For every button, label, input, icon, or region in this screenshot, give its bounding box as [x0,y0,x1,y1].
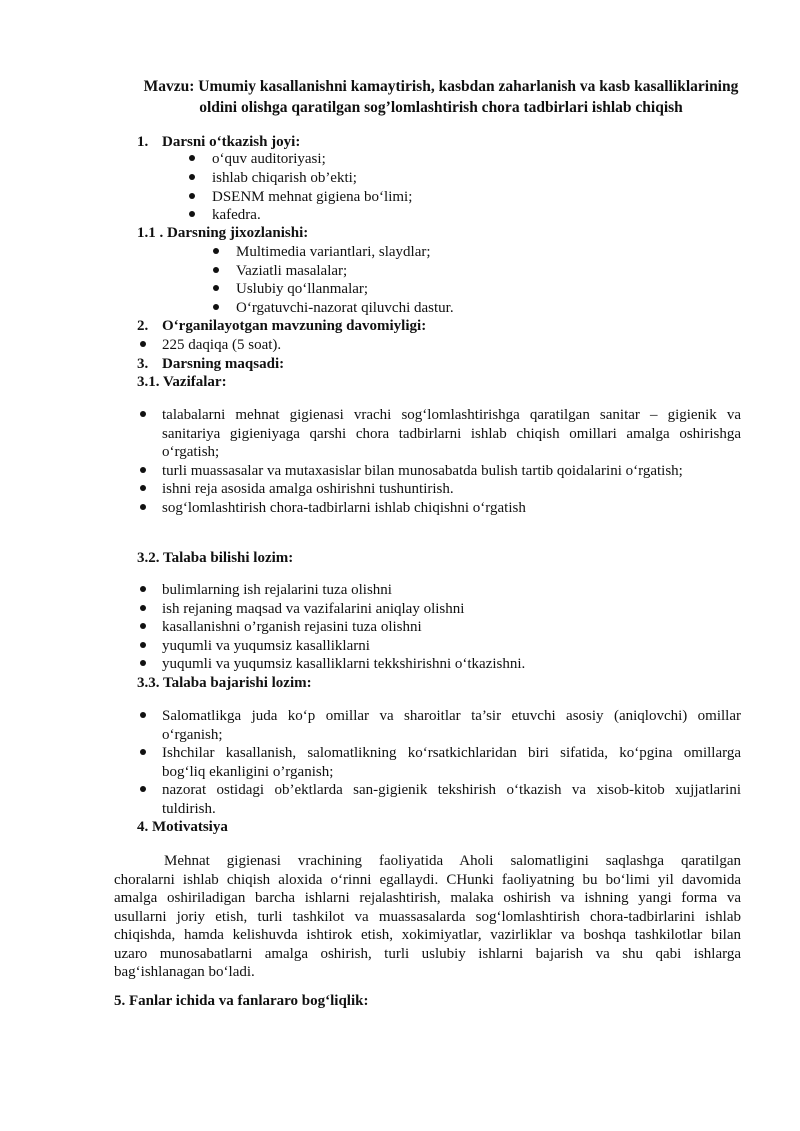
section-5-heading: 5. Fanlar ichida va fanlararo bog‘liqlik: [114,993,369,1009]
section-1-1-heading: 1.1 . Darsning jixozlanishi: [137,225,309,241]
list-item-line: o‘rgatish; [162,444,220,460]
section-4-heading: 4. Motivatsiya [137,819,228,835]
list-item: O‘rgatuvchi-nazorat qiluvchi dastur. [236,300,454,316]
list-item: turli muassasalar va mutaxasislar bilan munosabatda bulish tartib qoidalarini o‘rgatish; [162,463,683,479]
list-item: kasallanishni o’rganish rejasini tuza olishni [162,619,422,635]
document-title [96,76,786,118]
bullet-icon [189,155,195,161]
bullet-icon [213,248,219,254]
list-item-line: nazorat ostidagi ob’ektlarda san-gigienik tekshirish o‘tkazish va xisob-kitob xujjatlarini [162,782,741,798]
bullet-icon [140,623,146,629]
list-item [162,781,741,818]
section-1-number: 1. [137,134,149,150]
section-1-title: Darsni o‘tkazish joyi: [162,134,301,150]
section-2-heading [137,317,426,336]
bullet-icon [189,211,195,217]
paragraph-line: chiqishda, hamda kelishuvda ishtirok etish, xokimiyatlar, vazirliklar va boshqa tashkilotlar bilan [114,927,741,943]
list-item-line: Salomatlikga juda ko‘p omillar va sharoitlar ta’sir etuvchi asosiy (aniqlovchi) omillar [162,708,741,724]
paragraph-line: uzaro munosabatlarni amalga oshirish, turli uslubiy ishlarni bajarish va shu qabi ishlarga [114,945,741,962]
bullet-icon [140,642,146,648]
list-item-line: Ishchilar kasallanish, salomatlikning ko‘rsatkichlaridan biri sifatida, ko‘pgina omillarga [162,745,741,761]
bullet-icon [140,341,146,347]
section-3-1-heading: 3.1. Vazifalar: [137,374,227,390]
list-item: Uslubiy qo‘llanmalar; [236,281,369,297]
bullet-icon [140,485,146,491]
bullet-icon [213,267,219,273]
list-item [162,707,741,744]
bullet-icon [140,660,146,666]
list-item: sog‘lomlashtirish chora-tadbirlarni ishlab chiqishni o‘rgatish [162,500,526,516]
list-item: kafedra. [212,207,261,223]
title-line-1: Mavzu: Umumiy kasallanishni kamaytirish, kasbdan zaharlanish va kasb kasalliklarining [143,78,739,95]
bullet-icon [140,504,146,510]
bullet-icon [140,411,146,417]
list-item: Multimedia variantlari, slaydlar; [236,244,431,260]
bullet-icon [213,304,219,310]
section-1-heading [137,133,300,152]
paragraph-line: bag‘ishlanagan bo‘ladi. [114,964,255,980]
list-item: DSENM mehnat gigiena bo‘limi; [212,189,413,205]
section-2-number: 2. [137,318,149,334]
motivation-paragraph [114,852,741,982]
list-item: ish rejaning maqsad va vazifalarini aniqlay olishni [162,601,465,617]
bullet-icon [140,712,146,718]
list-item-line: bog‘liq ekanligini o’rganish; [162,763,334,780]
list-item-line: talabalarni mehnat gigienasi vrachi sog‘lomlashtirishga qaratilgan sanitar – gigienik va [162,407,741,423]
list-item [162,406,741,462]
list-item-line: sanitariya gigieniyaga qarshi chora tadbirlarni ishlab chiqish omillari amalga oshirishga [162,425,741,442]
section-3-heading [137,355,284,374]
section-3-number: 3. [137,356,149,372]
list-item-line: o‘rganish; [162,726,223,743]
list-item: Vaziatli masalalar; [236,263,348,279]
list-item: ishni reja asosida amalga oshirishni tushuntirish. [162,481,454,497]
bullet-icon [213,285,219,291]
paragraph-line: usullarni joriy etish, turli tashkilot va muassasalarda sog‘lomlashtirish chora-tadbirlarini ishlab [114,908,741,925]
section-3-title: Darsning maqsadi: [162,356,285,372]
list-item: ishlab chiqarish ob’ekti; [212,170,357,186]
list-item: bulimlarning ish rejalarini tuza olishni [162,582,392,598]
bullet-icon [189,193,195,199]
bullet-icon [140,586,146,592]
title-line-2: oldini olishga qaratilgan sog’lomlashtirish chora tadbirlari ishlab chiqish [199,99,683,116]
paragraph-line: amalga oshiriladigan barcha ishlarni rejalashtirish, malaka oshirish va ishning yangi forma va [114,890,741,906]
bullet-icon [189,174,195,180]
list-item: o‘quv auditoriyasi; [212,151,326,167]
section-3-3-heading: 3.3. Talaba bajarishi lozim: [137,675,312,691]
bullet-icon [140,749,146,755]
paragraph-line: Mehnat gigienasi vrachining faoliyatida Aholi salomatligini saqlashga qaratilgan [164,853,741,869]
list-item-line: tuldirish. [162,800,216,817]
section-2-title: O‘rganilayotgan mavzuning davomiyligi: [162,318,427,334]
bullet-icon [140,786,146,792]
list-item [162,744,741,781]
list-item: 225 daqiqa (5 soat). [162,337,282,353]
list-item: yuqumli va yuqumsiz kasalliklarni tekkshirishni o‘tkazishni. [162,656,526,672]
bullet-icon [140,605,146,611]
paragraph-line: choralarni ishlab chiqish aloxida o‘rinni egallaydi. CHunki faoliyatning bu bo‘limi yil davomida [114,871,741,888]
list-item: yuqumli va yuqumsiz kasalliklarni [162,638,370,654]
bullet-icon [140,467,146,473]
section-3-2-heading: 3.2. Talaba bilishi lozim: [137,550,294,566]
